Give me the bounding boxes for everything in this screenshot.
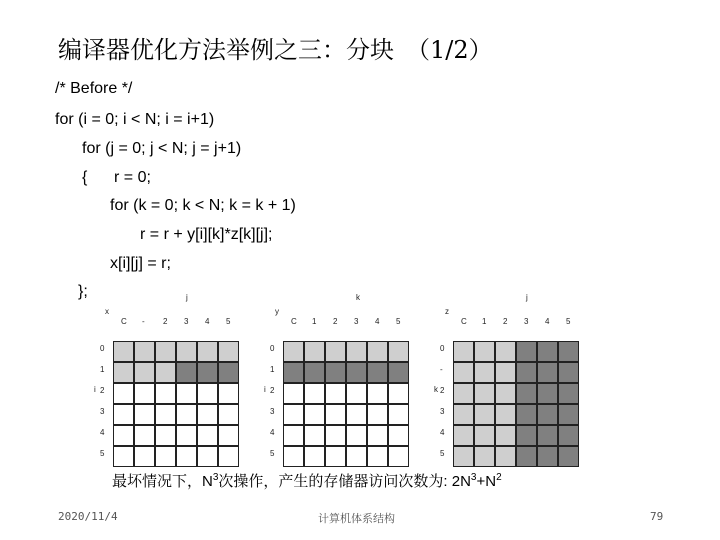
footer-date: 2020/11/4 [58, 510, 118, 523]
matrix-cell [197, 383, 218, 404]
matrix-cell [346, 362, 367, 383]
matrix-cell [304, 341, 325, 362]
matrix-cell [367, 425, 388, 446]
matrix-cell [495, 425, 516, 446]
matrix-row-label: 4 [270, 428, 275, 437]
matrix-cell [474, 425, 495, 446]
matrix-cell [495, 341, 516, 362]
matrix-cell [516, 341, 537, 362]
matrix-cell [474, 362, 495, 383]
matrix-col-label: C [461, 317, 467, 326]
matrix-col-label: 4 [375, 317, 380, 326]
matrix-name-label: x [105, 307, 109, 316]
matrix-cell [474, 446, 495, 467]
matrix-row-label: 3 [270, 407, 275, 416]
matrix-cell [453, 341, 474, 362]
matrix-cell [176, 425, 197, 446]
matrix-cell [537, 341, 558, 362]
matrix-cell [304, 362, 325, 383]
matrix-cell [304, 425, 325, 446]
matrix-cell [197, 425, 218, 446]
matrix-cell [134, 404, 155, 425]
matrix-cell [474, 383, 495, 404]
matrix-cell [283, 425, 304, 446]
matrix-row-label: 1 [270, 365, 275, 374]
matrix-cell [325, 425, 346, 446]
matrix-col-label: 5 [396, 317, 401, 326]
matrix-cell [453, 446, 474, 467]
code-line-brace-r: { r = 0; [82, 169, 151, 186]
matrix-cell [283, 446, 304, 467]
matrix-row-label: 2 [270, 386, 275, 395]
matrix-cell [218, 446, 239, 467]
matrix-cell [176, 341, 197, 362]
matrix-col-label: - [142, 317, 145, 326]
matrix-cell [346, 383, 367, 404]
matrix-cell [197, 341, 218, 362]
matrix-row-label: 0 [100, 344, 105, 353]
code-line-accumulate: r = r + y[i][k]*z[k][j]; [140, 226, 273, 243]
matrix-col-label: C [291, 317, 297, 326]
matrix-col-label: 1 [312, 317, 317, 326]
matrix-cell [558, 446, 579, 467]
matrix-cell [558, 404, 579, 425]
code-line-end: }; [78, 283, 88, 300]
matrix-cell [134, 425, 155, 446]
footer-course: 计算机体系结构 [318, 512, 395, 525]
matrix-cell [325, 341, 346, 362]
matrix-cell [537, 425, 558, 446]
matrix-cell [453, 362, 474, 383]
matrix-cell [113, 446, 134, 467]
matrix-cell [113, 341, 134, 362]
matrix-cell [474, 404, 495, 425]
matrix-col-label: 5 [566, 317, 571, 326]
matrix-col-label: 3 [354, 317, 359, 326]
matrix-name-label: z [445, 307, 449, 316]
matrix-name-label: y [275, 307, 279, 316]
matrix-col-label: 4 [545, 317, 550, 326]
matrix-row-label: 2 [440, 386, 445, 395]
matrix-cell [367, 383, 388, 404]
matrix-cell [325, 446, 346, 467]
matrix-col-label: 1 [482, 317, 487, 326]
matrix-col-label: 3 [184, 317, 189, 326]
matrix-col-label: C [121, 317, 127, 326]
matrix-row-label: - [440, 365, 443, 374]
matrix-row-label: 5 [440, 449, 445, 458]
matrix-side-axis-label: i [94, 385, 96, 394]
slide-title: 编译器优化方法举例之三：分块 （1/2） [58, 36, 493, 64]
matrix-cell [218, 383, 239, 404]
matrix-cell [283, 383, 304, 404]
matrix-cell [388, 362, 409, 383]
matrix-col-label: 2 [333, 317, 338, 326]
matrix-cell [218, 404, 239, 425]
access-count-caption: 最坏情况下，$N^3$次操作，产生的存储器访问次数为: $2N^3+N^2$ [112, 472, 502, 490]
matrix-cell [113, 425, 134, 446]
code-line-for-k: for (k = 0; k < N; k = k + 1) [110, 197, 296, 214]
matrix-cell [176, 383, 197, 404]
matrix-side-axis-label: k [434, 385, 438, 394]
matrix-cell [453, 383, 474, 404]
matrix-cell [388, 404, 409, 425]
matrix-cell [537, 383, 558, 404]
matrix-row-label: 3 [100, 407, 105, 416]
matrix-cell [346, 404, 367, 425]
matrix-cell [537, 362, 558, 383]
matrix-cell [113, 404, 134, 425]
matrix-cell [325, 383, 346, 404]
matrix-cell [283, 404, 304, 425]
matrix-cell [176, 404, 197, 425]
matrix-cell [516, 425, 537, 446]
matrix-cell [304, 446, 325, 467]
footer-page-number: 79 [650, 510, 664, 523]
matrix-cell [283, 362, 304, 383]
matrix-cell [495, 383, 516, 404]
matrix-cell [453, 404, 474, 425]
matrix-cell [113, 362, 134, 383]
matrix-cell [304, 383, 325, 404]
matrix-top-axis-label: j [526, 293, 528, 302]
matrix-row-label: 3 [440, 407, 445, 416]
matrix-cell [346, 425, 367, 446]
matrix-cell [388, 383, 409, 404]
matrix-row-label: 4 [440, 428, 445, 437]
matrix-cell [134, 362, 155, 383]
matrix-cell [346, 341, 367, 362]
matrix-cell [516, 362, 537, 383]
matrix-cell [176, 362, 197, 383]
matrix-cell [367, 362, 388, 383]
matrix-cell [558, 362, 579, 383]
matrix-cell [325, 404, 346, 425]
matrix-row-label: 4 [100, 428, 105, 437]
code-line-for-i: for (i = 0; i < N; i = i+1) [55, 111, 215, 128]
matrix-col-label: 4 [205, 317, 210, 326]
matrix-cell [197, 404, 218, 425]
matrix-row-label: 5 [100, 449, 105, 458]
matrix-col-label: 5 [226, 317, 231, 326]
matrix-cell [197, 446, 218, 467]
code-line-store: x[i][j] = r; [110, 255, 171, 272]
matrix-cell [474, 341, 495, 362]
matrix-cell [388, 425, 409, 446]
matrix-cell [516, 446, 537, 467]
matrix-cell [558, 425, 579, 446]
matrix-cell [134, 446, 155, 467]
matrix-cell [155, 383, 176, 404]
matrix-row-label: 1 [100, 365, 105, 374]
matrix-row-label: 2 [100, 386, 105, 395]
matrix-col-label: 2 [163, 317, 168, 326]
matrix-cell [346, 446, 367, 467]
matrix-cell [176, 446, 197, 467]
matrix-cell [218, 425, 239, 446]
matrix-cell [155, 362, 176, 383]
code-line-for-j: for (j = 0; j < N; j = j+1) [82, 140, 242, 157]
matrix-cell [367, 341, 388, 362]
matrix-cell [325, 362, 346, 383]
matrix-row-label: 5 [270, 449, 275, 458]
matrix-cell [197, 362, 218, 383]
matrix-cell [495, 362, 516, 383]
matrix-cell [155, 404, 176, 425]
matrix-cell [388, 446, 409, 467]
matrix-col-label: 2 [503, 317, 508, 326]
matrix-col-label: 3 [524, 317, 529, 326]
matrix-cell [155, 341, 176, 362]
matrix-cell [495, 446, 516, 467]
matrix-cell [388, 341, 409, 362]
matrix-cell [558, 341, 579, 362]
matrix-cell [516, 383, 537, 404]
matrix-top-axis-label: j [186, 293, 188, 302]
matrix-cell [367, 446, 388, 467]
matrix-cell [367, 404, 388, 425]
matrix-cell [537, 404, 558, 425]
matrix-cell [218, 341, 239, 362]
matrix-cell [155, 446, 176, 467]
matrix-cell [558, 383, 579, 404]
matrix-cell [495, 404, 516, 425]
matrix-row-label: 0 [440, 344, 445, 353]
matrix-cell [453, 425, 474, 446]
matrix-cell [516, 404, 537, 425]
matrix-cell [218, 362, 239, 383]
matrix-cell [537, 446, 558, 467]
matrix-cell [134, 341, 155, 362]
matrix-cell [155, 425, 176, 446]
matrix-cell [304, 404, 325, 425]
code-line-comment: /* Before */ [55, 80, 133, 97]
matrix-cell [113, 383, 134, 404]
matrix-cell [283, 341, 304, 362]
matrix-side-axis-label: i [264, 385, 266, 394]
matrix-top-axis-label: k [356, 293, 360, 302]
matrix-row-label: 0 [270, 344, 275, 353]
matrix-cell [134, 383, 155, 404]
